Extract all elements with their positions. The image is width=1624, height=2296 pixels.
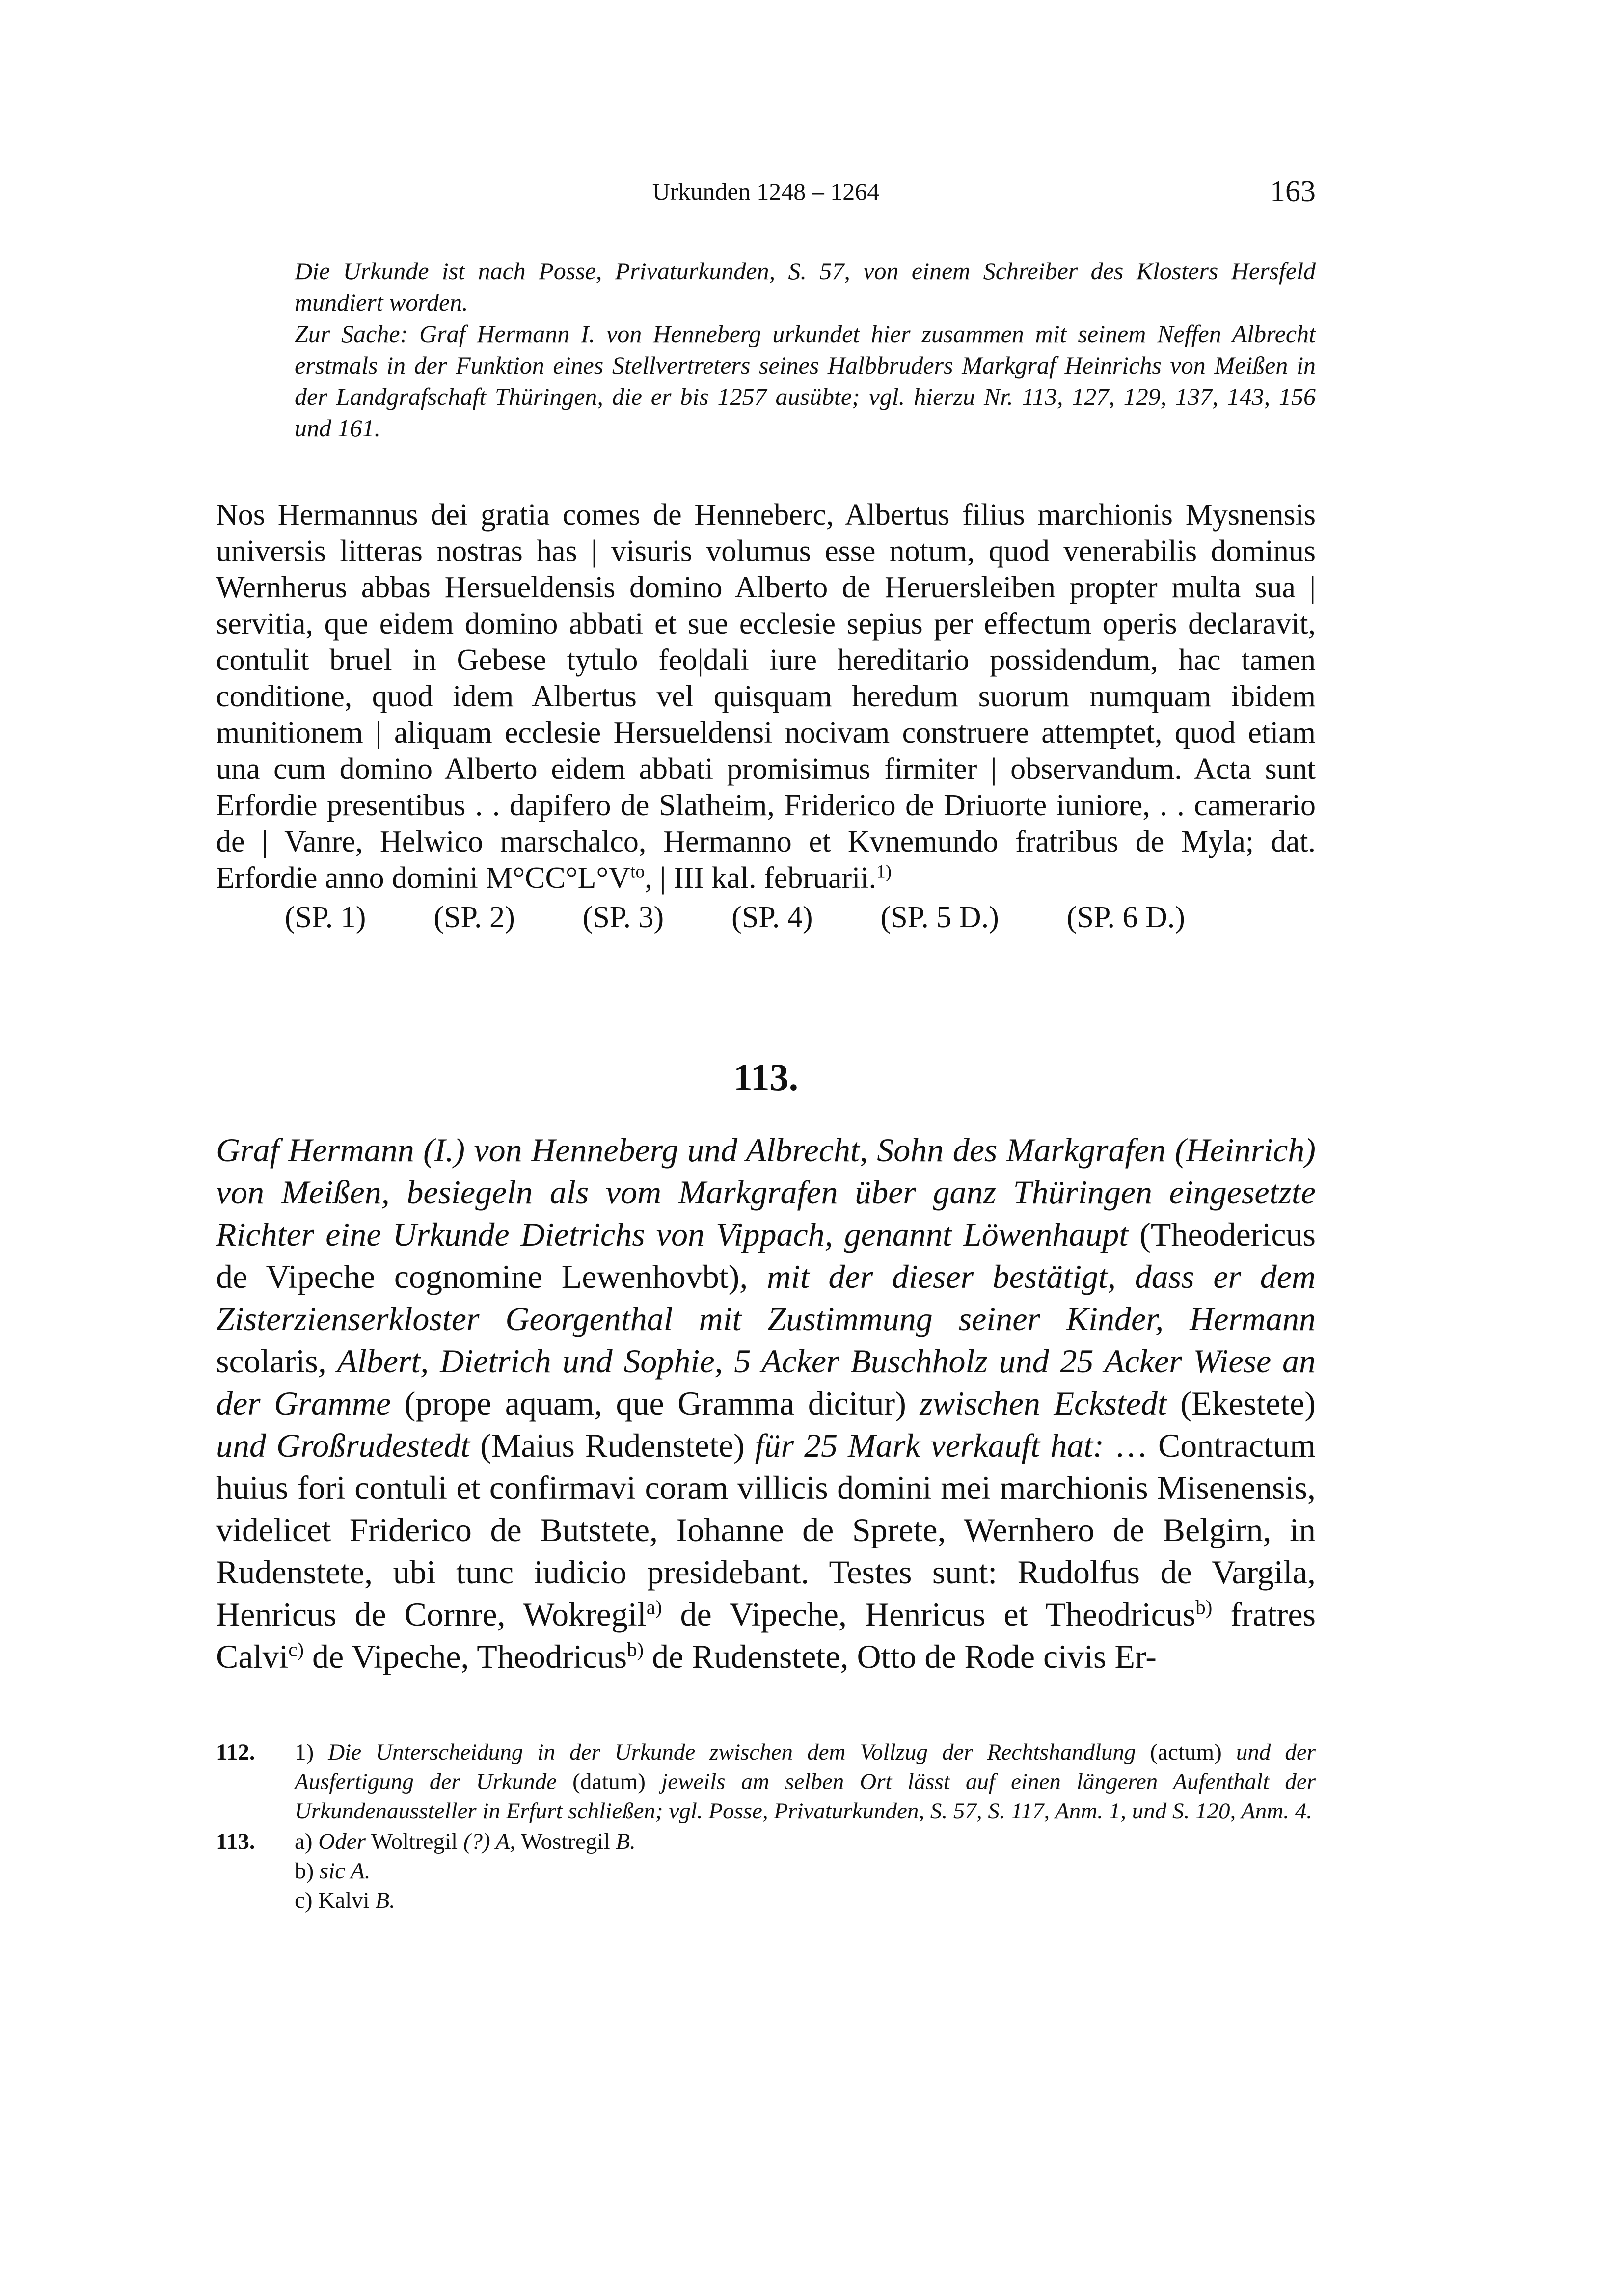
charter-paragraph <box>216 497 1316 896</box>
variant-reading: Wostregil <box>520 1829 610 1854</box>
regest-latin: (prope aquam, que Gramma dicitur) <box>404 1385 906 1422</box>
regest-part: zwischen Eckstedt <box>906 1385 1181 1422</box>
regest-part: für 25 Mark verkauft hat: <box>744 1427 1114 1464</box>
variant-note: sic A. <box>319 1858 371 1884</box>
charter-excerpt: de Vipeche, Theodricus <box>304 1638 627 1675</box>
regest-part: , Albert, Dietrich und Sophie, 5 Acker Buschholz und 25 Acker Wiese an der Gramme <box>216 1342 1316 1422</box>
footnote-marker: 1) <box>295 1739 314 1765</box>
seal-4: (SP. 4) <box>731 901 813 934</box>
seal-2: (SP. 2) <box>433 901 515 934</box>
seal-5: (SP. 5 D.) <box>880 901 999 934</box>
variant-ref-a: a) <box>646 1596 662 1619</box>
variant-marker: b) <box>295 1858 314 1884</box>
variant-reading: Woltregil <box>371 1829 458 1854</box>
footnote-latin: (actum) <box>1150 1739 1222 1765</box>
page-header <box>216 174 1316 214</box>
footnotes <box>216 1737 1316 1916</box>
charter-excerpt: de Vipeche, Henricus et Theodricus <box>662 1596 1196 1633</box>
charter-body: Nos Hermannus dei gratia comes de Henneberc, Albertus filius marchionis Mysnensis universis litteras nostras has | visuris volumus esse notum, quod venerabilis dominus Wernherus abbas Hersueldensis domino Alberto de Heruersleiben propter multa sua | servitia, que eidem domino abbati et sue ecclesie sepius per effectum operis declaravit, contulit bruel in Gebese tytulo feo|dali iure hereditario possidendum, hac tamen conditione, quod idem Albertus vel quisquam heredum suorum numquam ibidem munitionem | aliquam ecclesie Hersueldensi nocivam construere attemptet, quod etiam una cum domino Alberto eidem abbati promisimus firmiter | observandum. Acta sunt Erfordie presentibus . . dapifero de Slatheim, Friderico de Driuorte iuniore, . . camerario de | Vanre, Helwico marschalco, Hermanno et Kvnemundo fratribus de Myla; dat. Erfordie anno domini M°CC°L°V <box>216 498 1316 895</box>
variant-b <box>295 1856 1316 1886</box>
variant-ref-c: c) <box>288 1638 304 1661</box>
note-paragraph-2: Zur Sache: Graf Hermann I. von Henneberg urkundet hier zusammen mit seinem Neffen Albrecht erstmals in der Funktion eines Stellvertreters seines Halbbruders Markgraf Heinrichs von Meißen in der Landgrafschaft Thüringen, die er bis 1257 ausübte; vgl. hierzu Nr. 113, 127, 129, 137, 143, 156 und 161. <box>295 320 1316 442</box>
note-paragraph-1: Die Urkunde ist nach Posse, Privaturkunden, S. 57, von einem Schreiber des Klosters Hersfeld mundiert worden. <box>295 257 1316 316</box>
footnote-text: Die Unterscheidung in der Urkunde zwischen dem Vollzug der Rechtshandlung <box>328 1739 1136 1765</box>
variant-a <box>295 1827 1316 1856</box>
regest-part: Graf Hermann (I.) von Henneberg und Albrecht, Sohn des Markgrafen (Heinrich) von Meißen, besiegeln als vom Markgrafen über ganz Thüringen eingesetzte Richter eine Urkunde Dietrichs von Vippach, genannt Löwenhaupt <box>216 1131 1316 1253</box>
page-number: 163 <box>1270 175 1316 208</box>
running-title: Urkunden 1248 – 1264 <box>652 178 880 205</box>
footnote-latin: (datum) <box>572 1769 646 1794</box>
footnote-text: jeweils am selben Ort lässt auf einen längeren Aufenthalt der Urkundenaussteller in Erfurt schließen; vgl. Posse, Privaturkunden, S. 57, S. 117, Anm. 1, und S. 120, Anm. 4. <box>295 1769 1316 1824</box>
variant-c <box>295 1886 1316 1915</box>
preliminary-notes <box>295 255 1316 444</box>
charter-date-end: , | III kal. februarii. <box>645 861 877 895</box>
footnote-number: 112. <box>216 1739 255 1765</box>
variant-reading: Kalvi <box>318 1888 370 1913</box>
regest-latin: scolaris <box>216 1342 318 1380</box>
footnote-text: und der Ausfertigung der Urkunde <box>295 1739 1316 1794</box>
footnote-112 <box>216 1737 1316 1826</box>
seal-list <box>285 899 1316 935</box>
variant-note: (?) A, <box>463 1829 516 1854</box>
seal-6: (SP. 6 D.) <box>1066 901 1185 934</box>
regest-part: und Großrudestedt <box>216 1427 481 1464</box>
regest-latin: (Maius Rudenstete) <box>480 1427 745 1464</box>
seal-1: (SP. 1) <box>285 901 366 934</box>
variant-note: B. <box>616 1829 636 1854</box>
year-superscript: to <box>630 861 645 882</box>
footnote-body <box>295 1827 1316 1915</box>
footnote-number: 113. <box>216 1829 255 1854</box>
variant-marker: a) <box>295 1829 313 1854</box>
entry-number: 113. <box>733 1056 799 1098</box>
charter-text <box>216 497 1316 935</box>
regest-latin: (Ekestete) <box>1180 1385 1316 1422</box>
footnote-113 <box>216 1827 1316 1915</box>
charter-excerpt: fratres Calvi <box>216 1596 1316 1675</box>
regest <box>216 1129 1316 1678</box>
charter-excerpt: de Rudenstete, Otto de Rode civis Er- <box>644 1638 1157 1675</box>
footnote-ref-1: 1) <box>876 861 892 882</box>
variant-ref-b: b) <box>627 1638 644 1661</box>
variant-note: Oder <box>318 1829 366 1854</box>
charter-excerpt: … Contractum huius fori contuli et confirmavi coram villicis domini mei marchionis Misenensis, videlicet Friderico de Butstete, Iohanne de Sprete, Wernhero de Belgirn, in Rudenstete, ubi tunc iudicio presidebant. Testes sunt: Rudolfus de Vargila, Henricus de Cornre, Wokregil <box>216 1427 1316 1633</box>
footnote-body <box>295 1737 1316 1826</box>
variant-marker: c) <box>295 1888 313 1913</box>
variant-ref-b: b) <box>1195 1596 1213 1619</box>
seal-3: (SP. 3) <box>582 901 664 934</box>
variant-note: B. <box>375 1888 395 1913</box>
regest-part: , mit der dieser bestätigt, dass er dem Zisterzienserkloster Georgenthal mit Zustimmung seiner Kinder, Hermann <box>216 1258 1316 1337</box>
regest-latin: (Theodericus de Vipeche cognomine Lewenhovbt) <box>216 1216 1316 1295</box>
regest-paragraph <box>216 1129 1316 1678</box>
